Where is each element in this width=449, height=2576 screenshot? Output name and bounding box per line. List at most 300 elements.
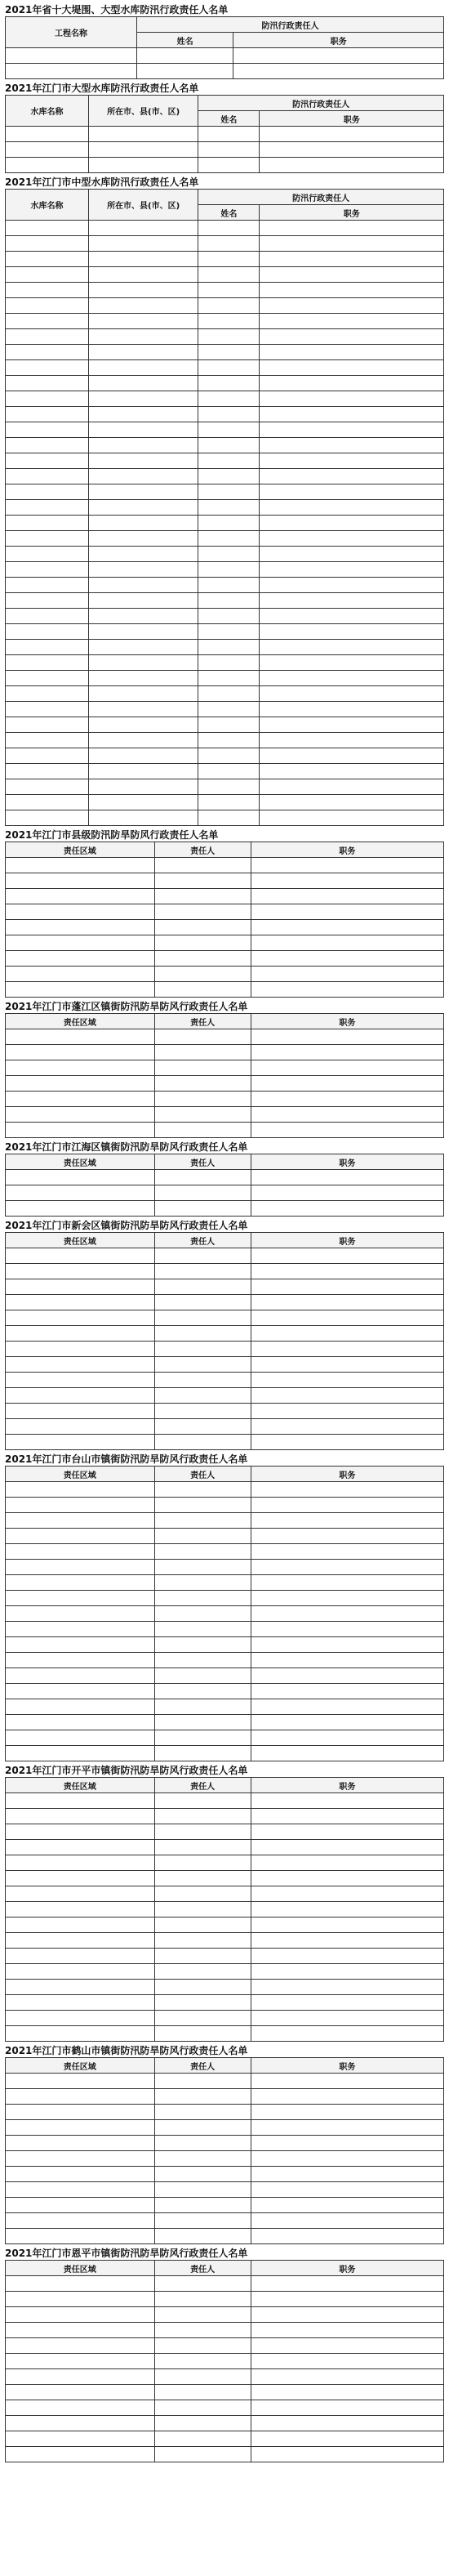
table-row (6, 1498, 444, 1513)
table-cell (154, 2074, 251, 2089)
table-cell (6, 920, 155, 935)
table-cell (198, 438, 260, 453)
table-row (6, 376, 444, 391)
table-cell (6, 1871, 155, 1886)
table-cell (89, 779, 198, 795)
table-row (6, 1326, 444, 1342)
table-cell (89, 748, 198, 764)
table-cell (251, 2338, 443, 2354)
table-cell (6, 1855, 155, 1871)
table-cell (251, 1653, 443, 1668)
table-row (6, 267, 444, 283)
table-cell (6, 1279, 155, 1295)
table-cell (89, 593, 198, 609)
table-cell (154, 935, 251, 951)
table-cell (89, 376, 198, 391)
table-row (6, 345, 444, 360)
table-row (6, 2307, 444, 2323)
table-cell (6, 1310, 155, 1326)
table-cell (251, 2276, 443, 2292)
table-cell (154, 1279, 251, 1295)
table-cell (6, 1575, 155, 1591)
table-row (6, 2369, 444, 2385)
table-cell (6, 158, 89, 173)
table-row (6, 1373, 444, 1388)
column-header: 职务 (251, 1467, 443, 1482)
table-cell (251, 1342, 443, 1357)
table-row (6, 2323, 444, 2338)
table-cell (6, 951, 155, 967)
table-cell (154, 1917, 251, 1933)
table-cell (6, 1326, 155, 1342)
table-cell (89, 469, 198, 484)
table-cell (251, 2105, 443, 2120)
table-cell (251, 1248, 443, 1264)
table-cell (6, 2338, 155, 2354)
table-cell (154, 1730, 251, 1746)
table-row (6, 2400, 444, 2416)
section-title: 2021年江门市大型水库防汛行政责任人名单 (5, 83, 199, 94)
table-row (6, 1435, 444, 1450)
table-cell (6, 2447, 155, 2462)
table-row (6, 1170, 444, 1185)
table-cell (6, 1622, 155, 1637)
table-row (6, 531, 444, 547)
section-5 (0, 1141, 449, 1217)
table-cell (154, 889, 251, 904)
table-row (6, 127, 444, 142)
column-header: 职务 (251, 1778, 443, 1793)
table-cell (6, 655, 89, 671)
table-row (6, 283, 444, 298)
table-cell (6, 764, 89, 779)
table-row (6, 904, 444, 920)
column-header: 责任人 (154, 842, 251, 858)
table-cell (251, 2229, 443, 2244)
table-cell (89, 407, 198, 422)
table-row (6, 609, 444, 624)
section-10 (0, 2247, 449, 2462)
column-header: 所在市、县(市、区) (89, 190, 198, 221)
responsibility-table (5, 1466, 444, 1761)
table-cell (251, 1684, 443, 1699)
table-cell (251, 1560, 443, 1575)
table-cell (260, 640, 444, 655)
table-cell (6, 1715, 155, 1730)
table-cell (154, 1498, 251, 1513)
section-title: 2021年江门市开平市镇街防汛防旱防风行政责任人名单 (5, 1765, 248, 1776)
table-cell (6, 1746, 155, 1761)
table-cell (251, 2074, 443, 2089)
table-cell (251, 935, 443, 951)
table-cell (6, 1980, 155, 1995)
table-cell (154, 1560, 251, 1575)
table-cell (260, 748, 444, 764)
table-cell (251, 1715, 443, 1730)
table-row (6, 221, 444, 236)
table-row (6, 2182, 444, 2198)
table-row (6, 1279, 444, 1295)
column-header: 职务 (260, 111, 444, 127)
table-cell (6, 858, 155, 873)
table-row (6, 1809, 444, 1824)
table-cell (6, 2369, 155, 2385)
table-row (6, 858, 444, 873)
table-cell (154, 1855, 251, 1871)
table-row (6, 1248, 444, 1264)
table-cell (251, 951, 443, 967)
table-cell (6, 221, 89, 236)
table-cell (89, 562, 198, 578)
table-cell (154, 2354, 251, 2369)
table-row (6, 1295, 444, 1310)
table-cell (154, 1871, 251, 1886)
table-row (6, 1730, 444, 1746)
column-header: 姓名 (198, 205, 260, 221)
table-cell (6, 1045, 155, 1060)
table-row (6, 236, 444, 252)
table-row (6, 516, 444, 531)
table-cell (198, 314, 260, 329)
table-cell (6, 283, 89, 298)
table-cell (6, 2400, 155, 2416)
table-cell (6, 2120, 155, 2136)
column-header: 责任人 (154, 1778, 251, 1793)
table-cell (251, 1529, 443, 1544)
table-row (6, 1917, 444, 1933)
table-row (6, 1622, 444, 1637)
table-cell (260, 655, 444, 671)
table-cell (198, 640, 260, 655)
table-cell (251, 1591, 443, 1606)
table-cell (154, 904, 251, 920)
table-cell (154, 1933, 251, 1949)
table-cell (251, 1498, 443, 1513)
table-cell (251, 1045, 443, 1060)
table-cell (251, 2307, 443, 2323)
table-cell (6, 2431, 155, 2447)
table-cell (251, 1029, 443, 1045)
table-cell (154, 1653, 251, 1668)
table-cell (6, 562, 89, 578)
table-cell (154, 1045, 251, 1060)
table-row (6, 795, 444, 810)
table-cell (260, 516, 444, 531)
table-row (6, 2026, 444, 2042)
table-cell (6, 748, 89, 764)
table-cell (6, 1606, 155, 1622)
table-cell (6, 795, 89, 810)
table-cell (251, 1699, 443, 1715)
table-row (6, 655, 444, 671)
table-cell (154, 2416, 251, 2431)
table-cell (154, 1185, 251, 1201)
table-row (6, 1107, 444, 1123)
table-cell (6, 2292, 155, 2307)
table-cell (89, 733, 198, 748)
table-cell (154, 2198, 251, 2213)
section-title: 2021年江门市蓬江区镇街防汛防旱防风行政责任人名单 (5, 1001, 248, 1012)
table-cell (198, 655, 260, 671)
table-cell (6, 376, 89, 391)
table-cell (251, 1373, 443, 1388)
table-row (6, 717, 444, 733)
section-1 (0, 82, 449, 173)
table-cell (260, 127, 444, 142)
table-cell (154, 2447, 251, 2462)
table-cell (89, 531, 198, 547)
table-cell (251, 2213, 443, 2229)
table-cell (251, 2447, 443, 2462)
table-cell (6, 1684, 155, 1699)
table-row (6, 1045, 444, 1060)
table-cell (198, 267, 260, 283)
table-row (6, 2151, 444, 2167)
table-cell (260, 764, 444, 779)
section-title: 2021年江门市中型水库防汛行政责任人名单 (5, 176, 199, 188)
table-cell (137, 48, 233, 64)
table-cell (89, 702, 198, 717)
table-cell (198, 469, 260, 484)
table-cell (251, 1404, 443, 1419)
table-cell (6, 889, 155, 904)
responsibility-table (5, 1013, 444, 1138)
section-title: 2021年江门市台山市镇街防汛防旱防风行政责任人名单 (5, 1453, 248, 1465)
table-row (6, 982, 444, 998)
table-row (6, 1310, 444, 1326)
table-cell (198, 748, 260, 764)
table-cell (89, 221, 198, 236)
table-row (6, 2292, 444, 2307)
table-cell (6, 1435, 155, 1450)
table-cell (6, 1995, 155, 2011)
table-cell (251, 1668, 443, 1684)
table-cell (251, 2011, 443, 2026)
table-cell (6, 48, 137, 64)
section-8 (0, 1764, 449, 2042)
table-cell (6, 1498, 155, 1513)
column-header: 责任人 (154, 2261, 251, 2276)
table-cell (198, 236, 260, 252)
table-cell (251, 1949, 443, 1964)
column-header: 责任区域 (6, 1467, 155, 1482)
table-cell (89, 764, 198, 779)
table-cell (6, 2105, 155, 2120)
table-cell (260, 779, 444, 795)
table-cell (6, 1902, 155, 1917)
table-row (6, 469, 444, 484)
table-cell (260, 484, 444, 500)
table-row (6, 810, 444, 826)
table-cell (251, 2431, 443, 2447)
table-cell (251, 1730, 443, 1746)
column-header: 责任区域 (6, 842, 155, 858)
table-cell (198, 779, 260, 795)
section-title: 2021年江门市江海区镇街防汛防旱防风行政责任人名单 (5, 1141, 248, 1153)
table-cell (251, 967, 443, 982)
column-header: 水库名称 (6, 96, 89, 127)
table-cell (154, 1123, 251, 1138)
table-cell (154, 1060, 251, 1076)
responsibility-table (5, 1154, 444, 1217)
table-cell (154, 1388, 251, 1404)
table-cell (198, 453, 260, 469)
table-cell (6, 1840, 155, 1855)
table-cell (251, 1933, 443, 1949)
table-cell (154, 1793, 251, 1809)
table-cell (251, 1295, 443, 1310)
table-cell (154, 1482, 251, 1498)
group-header: 防汛行政责任人 (198, 190, 444, 205)
table-cell (154, 1342, 251, 1357)
section-2 (0, 176, 449, 826)
table-cell (251, 1980, 443, 1995)
table-row (6, 1560, 444, 1575)
column-header: 工程名称 (6, 17, 137, 48)
table-row (6, 500, 444, 516)
table-cell (6, 484, 89, 500)
table-cell (89, 422, 198, 438)
table-cell (251, 1185, 443, 1201)
table-cell (198, 795, 260, 810)
table-row (6, 1419, 444, 1435)
table-cell (154, 1029, 251, 1045)
table-cell (251, 1060, 443, 1076)
table-cell (260, 717, 444, 733)
table-cell (6, 453, 89, 469)
column-header: 责任区域 (6, 2261, 155, 2276)
table-row (6, 1871, 444, 1886)
table-cell (154, 1404, 251, 1419)
table-cell (154, 1995, 251, 2011)
table-cell (260, 531, 444, 547)
section-title: 2021年江门市县级防汛防旱防风行政责任人名单 (5, 829, 219, 841)
table-row (6, 2213, 444, 2229)
table-cell (6, 500, 89, 516)
table-cell (6, 1029, 155, 1045)
table-cell (6, 1092, 155, 1107)
table-cell (154, 1886, 251, 1902)
table-header-row (6, 842, 444, 858)
table-cell (6, 1107, 155, 1123)
table-cell (154, 1902, 251, 1917)
column-header: 责任区域 (6, 1014, 155, 1029)
table-cell (6, 2416, 155, 2431)
table-row (6, 671, 444, 686)
table-cell (6, 733, 89, 748)
table-cell (198, 717, 260, 733)
table-cell (6, 640, 89, 655)
table-cell (6, 810, 89, 826)
table-row (6, 2229, 444, 2244)
table-cell (6, 593, 89, 609)
table-cell (198, 127, 260, 142)
table-cell (6, 578, 89, 593)
table-cell (198, 345, 260, 360)
table-cell (251, 2089, 443, 2105)
responsibility-table (5, 842, 444, 998)
table-cell (6, 1513, 155, 1529)
table-row (6, 640, 444, 655)
table-cell (154, 1107, 251, 1123)
table-row (6, 1201, 444, 1217)
responsibility-table (5, 189, 444, 826)
column-header: 姓名 (198, 111, 260, 127)
table-row (6, 314, 444, 329)
table-cell (6, 1793, 155, 1809)
table-header-row (6, 1778, 444, 1793)
table-cell (6, 1264, 155, 1279)
table-cell (6, 1388, 155, 1404)
table-cell (6, 609, 89, 624)
table-cell (198, 547, 260, 562)
table-cell (6, 547, 89, 562)
table-cell (6, 702, 89, 717)
table-row (6, 967, 444, 982)
column-header: 责任人 (154, 1014, 251, 1029)
table-cell (251, 1107, 443, 1123)
table-cell (6, 1637, 155, 1653)
table-cell (6, 2167, 155, 2182)
table-cell (6, 904, 155, 920)
table-cell (251, 1622, 443, 1637)
table-cell (198, 562, 260, 578)
table-cell (89, 655, 198, 671)
table-row (6, 624, 444, 640)
section-title: 2021年江门市鹤山市镇街防汛防旱防风行政责任人名单 (5, 2045, 248, 2056)
table-cell (154, 2385, 251, 2400)
table-cell (6, 873, 155, 889)
table-cell (251, 1917, 443, 1933)
table-row (6, 562, 444, 578)
table-row (6, 578, 444, 593)
table-cell (251, 1076, 443, 1092)
table-cell (154, 2213, 251, 2229)
table-cell (89, 453, 198, 469)
section-title: 2021年江门市新会区镇街防汛防旱防风行政责任人名单 (5, 1220, 248, 1231)
table-cell (154, 2323, 251, 2338)
table-cell (89, 578, 198, 593)
column-header: 责任区域 (6, 1154, 155, 1170)
table-header-row (6, 190, 444, 205)
table-cell (154, 2400, 251, 2416)
table-row (6, 453, 444, 469)
table-cell (6, 1809, 155, 1824)
table-row (6, 2338, 444, 2354)
table-cell (251, 2292, 443, 2307)
table-row (6, 1060, 444, 1076)
table-row (6, 1591, 444, 1606)
table-cell (89, 252, 198, 267)
table-row (6, 1529, 444, 1544)
table-cell (251, 1886, 443, 1902)
table-cell (6, 2229, 155, 2244)
table-cell (251, 1575, 443, 1591)
table-cell (154, 1668, 251, 1684)
table-cell (6, 1248, 155, 1264)
table-header-row (6, 1467, 444, 1482)
table-row (6, 1668, 444, 1684)
table-cell (6, 1949, 155, 1964)
table-cell (6, 2136, 155, 2151)
table-cell (154, 1699, 251, 1715)
table-row (6, 1995, 444, 2011)
table-row (6, 1482, 444, 1498)
table-cell (260, 469, 444, 484)
column-header: 职务 (233, 33, 444, 48)
column-header: 责任区域 (6, 1778, 155, 1793)
table-cell (6, 1824, 155, 1840)
